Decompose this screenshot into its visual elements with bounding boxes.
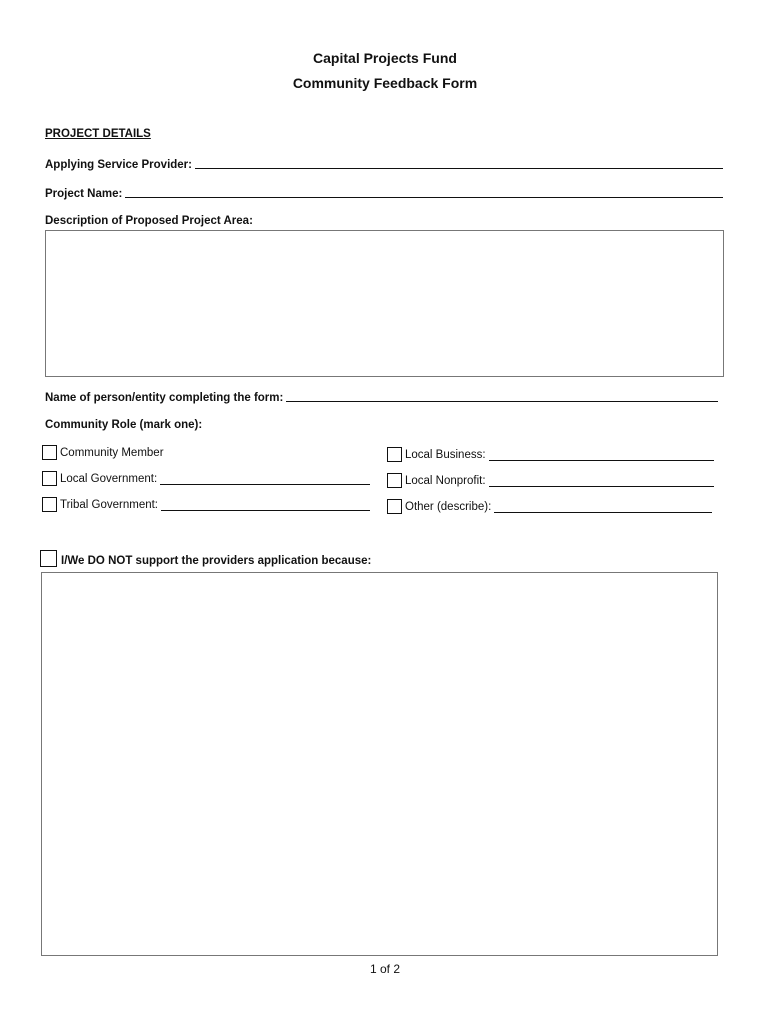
service-provider-input-line[interactable] [195,157,723,169]
tribal-government-label: Tribal Government: [60,499,158,511]
local-business-checkbox[interactable] [387,447,402,462]
community-role-label: Community Role (mark one): [45,419,203,431]
role-option-local-government[interactable] [42,471,370,486]
person-name-label: Name of person/entity completing the form: [45,392,284,404]
no-support-option[interactable] [40,550,371,567]
no-support-label: I/We DO NOT support the providers application because: [61,555,372,567]
form-title: Capital Projects Fund [313,50,457,66]
tribal-government-input-line[interactable] [161,499,370,511]
person-name-input-line[interactable] [286,390,718,402]
community-member-checkbox[interactable] [42,445,57,460]
local-government-label: Local Government: [60,473,158,485]
role-option-tribal-government[interactable] [42,497,370,512]
local-government-input-line[interactable] [160,473,370,485]
local-nonprofit-input-line[interactable] [489,475,714,487]
no-support-reason-textarea[interactable] [41,572,718,956]
description-textarea[interactable] [45,230,724,377]
project-name-input-line[interactable] [125,186,723,198]
local-business-input-line[interactable] [489,449,714,461]
description-label: Description of Proposed Project Area: [45,215,253,227]
page-number: 1 of 2 [369,962,401,976]
service-provider-field[interactable] [45,157,723,171]
local-government-checkbox[interactable] [42,471,57,486]
no-support-checkbox[interactable] [40,550,57,567]
community-member-label: Community Member [60,447,164,459]
project-details-heading: PROJECT DETAILS [45,128,151,140]
local-nonprofit-label: Local Nonprofit: [405,475,486,487]
local-nonprofit-checkbox[interactable] [387,473,402,488]
project-name-field[interactable] [45,186,723,200]
other-label: Other (describe): [405,501,492,513]
role-option-local-nonprofit[interactable] [387,473,714,488]
other-input-line[interactable] [494,501,712,513]
other-checkbox[interactable] [387,499,402,514]
tribal-government-checkbox[interactable] [42,497,57,512]
role-option-other[interactable] [387,499,712,514]
role-option-local-business[interactable] [387,447,714,462]
person-name-field[interactable] [45,390,718,404]
form-subtitle: Community Feedback Form [292,75,478,91]
project-name-label: Project Name: [45,188,123,200]
service-provider-label: Applying Service Provider: [45,159,192,171]
role-option-community-member[interactable] [42,445,167,460]
local-business-label: Local Business: [405,449,486,461]
